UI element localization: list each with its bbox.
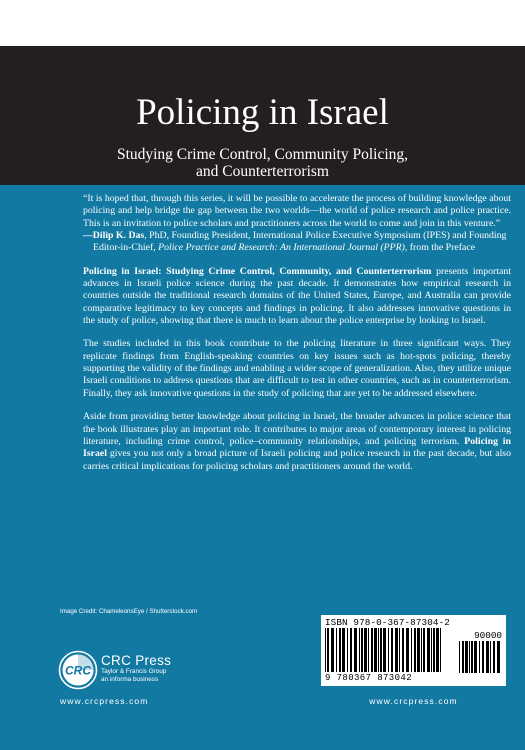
description-paragraph-2: The studies included in this book contribute to the policing literature in three significant ways. They replicate findings from English-speaking countries on key issues such as hot-spots policing, thereby supporting the validity of the findings and enabling a wider scope of generalization. Also, they utilize unique Israeli conditions to address questions that are difficult to test in other countries, such as in counterterrorism. Finally, they ask innovative questions in the study of policing that are yet to be addressed elsewhere.: [83, 338, 511, 399]
barcode-bar: [325, 628, 326, 672]
publisher-brand: [101, 654, 171, 684]
barcode-bar: [462, 641, 464, 673]
barcode-bar: [474, 641, 477, 673]
isbn-label: ISBN 978-0-367-87304-2: [325, 617, 450, 628]
quote-attribution: [83, 230, 511, 255]
barcode-bar: [497, 641, 500, 673]
barcode-url[interactable]: www.crcpress.com: [369, 696, 458, 706]
barcode-bar: [471, 641, 473, 673]
barcode-bar: [380, 628, 382, 672]
series-label: POLICING, COMPARATIVE CRIMINAL JUSTICE: [28, 26, 224, 36]
price-code: 90000: [474, 630, 502, 641]
paragraph-1-title: Policing in Israel: Studying Crime Control, Community, and Counterterrorism: [83, 265, 432, 277]
barcode-bar: [361, 628, 363, 672]
barcode-bar: [423, 628, 425, 672]
description-panel: [0, 185, 525, 750]
barcode-bar: [482, 641, 484, 673]
barcode-bar: [331, 628, 334, 672]
barcode-bar: [383, 628, 386, 672]
barcode-bar: [395, 628, 398, 672]
barcode-bar: [327, 628, 329, 672]
barcode-bar: [391, 628, 393, 672]
barcode-bar: [479, 641, 480, 673]
barcode-bar: [374, 628, 377, 672]
paragraph-1-text: presents important advances in Israeli police science during the past decade. It demonstrates how empirical research in countries outside the traditional research domains of the United States, Europe, and Australia can provide comparative legitimacy to key concepts and findings in policing. It also addresses innovative questions in the study of police, showing that there is much to learn about the police enterprise by looking to Israel.: [83, 265, 511, 327]
attribution-name: —Dilip K. Das: [83, 230, 145, 242]
barcode-bar: [431, 628, 432, 672]
book-title: Policing in Israel: [136, 92, 389, 133]
barcode-bar: [347, 628, 348, 672]
paragraph-3-title: Policing in Israel: [83, 435, 511, 460]
barcode-bar: [336, 628, 337, 672]
barcode-box: [321, 615, 506, 686]
book-subtitle: [0, 146, 525, 180]
crc-press-logo-icon: [58, 650, 98, 690]
barcode-bar: [399, 628, 400, 672]
publisher-url[interactable]: www.crcpress.com: [60, 696, 149, 706]
barcode-graphic: [325, 628, 445, 672]
subtitle-line-1: Studying Crime Control, Community Policing,: [116, 146, 409, 163]
barcode-bar: [414, 628, 416, 672]
barcode-bar: [350, 628, 352, 672]
description-paragraph-3: [83, 411, 511, 473]
publisher-group: Taylor & Francis Group: [101, 668, 167, 675]
barcode-bar: [433, 628, 435, 672]
barcode-bar: [421, 628, 422, 672]
barcode-bar: [417, 628, 420, 672]
title-header: [0, 46, 525, 185]
paragraph-3-text-after: gives you not only a broad picture of Israeli policing and police research in the past decade, but also carries critical implications for policing scholars and practitioners around the world.: [83, 448, 511, 472]
barcode-bar: [368, 628, 369, 672]
barcode-bar: [490, 641, 491, 673]
barcode-bar: [406, 628, 409, 672]
barcode-bar: [459, 641, 460, 673]
publisher-name: CRC Press: [101, 653, 172, 668]
barcode-bar: [436, 628, 439, 672]
attribution-text-after: , from the Preface: [404, 242, 476, 254]
barcode-bar: [364, 628, 367, 672]
barcode-bar: [339, 628, 341, 672]
barcode-bar: [354, 628, 357, 672]
paragraph-3-text-before: Aside from providing better knowledge about policing in Israel, the broader advances in police science that the book illustrates play an important role. It contributes to major areas of contemporary interest in policing literature, including crime control, police–community relationships, and policing terrorism.: [83, 411, 511, 447]
barcode-bar: [378, 628, 379, 672]
attribution-journal: Police Practice and Research: An International Journal (PPR): [158, 242, 405, 254]
barcode-bar: [440, 628, 441, 672]
barcode-bar: [493, 641, 495, 673]
image-credit: Image Credit: ChameleonsEye / Shutterstock.com: [60, 608, 198, 615]
description-paragraph-1: [83, 266, 511, 328]
barcode-bar: [465, 641, 468, 673]
barcode-bar: [359, 628, 360, 672]
logo-text: CRC: [65, 663, 91, 678]
barcode-bar: [427, 628, 430, 672]
description-text: [83, 193, 511, 473]
barcode-bar: [411, 628, 412, 672]
barcode-bar: [371, 628, 373, 672]
barcode-number: 9 780367 873042: [325, 673, 413, 683]
price-barcode-graphic: [459, 641, 503, 673]
series-quote: “It is hoped that, through this series, it will be possible to accelerate the process of building knowledge about policing and help bridge the gap between the two worlds—the world of police research and police practice. This is an invitation to police scholars and practitioners across the world to come and join in this venture.”: [83, 193, 511, 229]
publisher-tagline: an informa business: [101, 676, 159, 683]
barcode-bar: [469, 641, 470, 673]
barcode-bar: [388, 628, 389, 672]
barcode-bar: [402, 628, 404, 672]
barcode-bar: [486, 641, 489, 673]
attribution-text-before: , PhD, Founding President, International Police Executive Symposium (IPES) and Founding Editor-in-Chief,: [93, 230, 507, 254]
subtitle-line-2: and Counterterrorism: [195, 163, 329, 180]
barcode-bar: [342, 628, 345, 672]
